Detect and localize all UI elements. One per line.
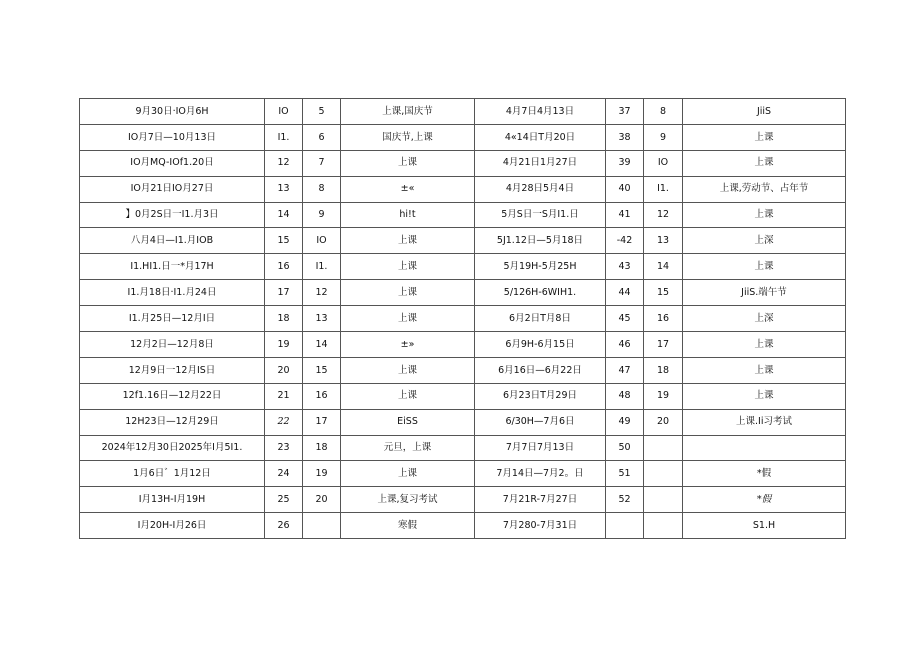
date-range-cell: 5月S日一S月I1.日 xyxy=(475,202,606,228)
week-number-cell: 51 xyxy=(606,461,644,487)
note-cell: 上课 xyxy=(683,124,846,150)
date-range-cell: 7月280-7月31日 xyxy=(475,513,606,539)
week-number-cell: 25 xyxy=(265,487,303,513)
note-cell: 上深 xyxy=(683,228,846,254)
week-number-cell: 13 xyxy=(265,176,303,202)
note-cell xyxy=(683,435,846,461)
date-range-cell: 9月30日·IO月6H xyxy=(80,99,265,125)
date-range-cell: I1.月18日·I1.月24日 xyxy=(80,280,265,306)
table-row xyxy=(80,487,846,513)
teaching-week-cell: IO xyxy=(303,228,341,254)
table-row xyxy=(80,461,846,487)
note-cell: 上课 xyxy=(341,228,475,254)
date-range-cell: 2024年12月30日2025年I月5I1. xyxy=(80,435,265,461)
note-cell: 上课 xyxy=(341,306,475,332)
week-number-cell: 44 xyxy=(606,280,644,306)
note-cell: *假 xyxy=(683,461,846,487)
week-number-cell: IO xyxy=(265,99,303,125)
date-range-cell: 6/30H—7月6日 xyxy=(475,409,606,435)
note-cell: 上课 xyxy=(683,332,846,358)
week-number-cell: 46 xyxy=(606,332,644,358)
teaching-week-cell: IO xyxy=(644,150,683,176)
teaching-week-cell: 13 xyxy=(303,306,341,332)
note-cell: 上课 xyxy=(341,383,475,409)
date-range-cell: 4«14日T月20日 xyxy=(475,124,606,150)
week-number-cell: 17 xyxy=(265,280,303,306)
teaching-week-cell: 15 xyxy=(644,280,683,306)
teaching-week-cell: 17 xyxy=(644,332,683,358)
note-cell: 元旦，上课 xyxy=(341,435,475,461)
table-row xyxy=(80,409,846,435)
date-range-cell: 4月28日5月4日 xyxy=(475,176,606,202)
note-cell: 上课 xyxy=(683,254,846,280)
note-cell: 上课,劳动节、占年节 xyxy=(683,176,846,202)
date-range-cell: I1.月25日—12月I日 xyxy=(80,306,265,332)
note-cell: ±» xyxy=(341,332,475,358)
teaching-week-cell: 12 xyxy=(644,202,683,228)
table-row xyxy=(80,202,846,228)
note-cell: JiiS xyxy=(683,99,846,125)
date-range-cell: 4月7日4月13日 xyxy=(475,99,606,125)
teaching-week-cell: 7 xyxy=(303,150,341,176)
date-range-cell: 6月23日T月29日 xyxy=(475,383,606,409)
week-number-cell: I1. xyxy=(265,124,303,150)
teaching-week-cell: 12 xyxy=(303,280,341,306)
teaching-week-cell: 14 xyxy=(644,254,683,280)
note-cell: 上课 xyxy=(683,383,846,409)
note-cell: 上课 xyxy=(683,150,846,176)
week-number-cell: 20 xyxy=(265,357,303,383)
table-row xyxy=(80,124,846,150)
teaching-week-cell xyxy=(644,435,683,461)
teaching-week-cell: 8 xyxy=(303,176,341,202)
date-range-cell: 6月9H-6月15日 xyxy=(475,332,606,358)
week-number-cell: 50 xyxy=(606,435,644,461)
note-cell: JiiS.端午节 xyxy=(683,280,846,306)
week-number-cell: 21 xyxy=(265,383,303,409)
teaching-week-cell xyxy=(644,513,683,539)
note-cell: 上课 xyxy=(341,280,475,306)
teaching-week-cell xyxy=(644,461,683,487)
date-range-cell: 7月21R-7月27日 xyxy=(475,487,606,513)
date-range-cell: 5J1.12日—5月18日 xyxy=(475,228,606,254)
date-range-cell: 1月6日゛1月12日 xyxy=(80,461,265,487)
date-range-cell: 5月19H-5月25H xyxy=(475,254,606,280)
note-cell: hi!t xyxy=(341,202,475,228)
week-number-cell: 26 xyxy=(265,513,303,539)
teaching-week-cell: 20 xyxy=(303,487,341,513)
week-number-cell: 14 xyxy=(265,202,303,228)
teaching-week-cell: I1. xyxy=(303,254,341,280)
date-range-cell: 6月16日—6月22日 xyxy=(475,357,606,383)
week-number-cell: 47 xyxy=(606,357,644,383)
week-number-cell: 15 xyxy=(265,228,303,254)
week-number-cell: 48 xyxy=(606,383,644,409)
teaching-week-cell: 13 xyxy=(644,228,683,254)
note-cell: 上课 xyxy=(341,150,475,176)
week-number-cell: 37 xyxy=(606,99,644,125)
teaching-week-cell: 8 xyxy=(644,99,683,125)
date-range-cell: 12月9日一12月IS日 xyxy=(80,357,265,383)
week-number-cell: 39 xyxy=(606,150,644,176)
date-range-cell: I月20H-I月26日 xyxy=(80,513,265,539)
week-number-cell: 19 xyxy=(265,332,303,358)
note-cell: ±« xyxy=(341,176,475,202)
date-range-cell: 7月7日7月13日 xyxy=(475,435,606,461)
table-row xyxy=(80,513,846,539)
date-range-cell: 12月2日—12月8日 xyxy=(80,332,265,358)
table-row xyxy=(80,254,846,280)
note-cell: *假 xyxy=(683,487,846,513)
note-cell: EiSS xyxy=(341,409,475,435)
week-number-cell: 43 xyxy=(606,254,644,280)
date-range-cell: IO月21日IO月27日 xyxy=(80,176,265,202)
week-number-cell: 18 xyxy=(265,306,303,332)
week-number-cell: 49 xyxy=(606,409,644,435)
date-range-cell: IO月7日—10月13日 xyxy=(80,124,265,150)
teaching-week-cell: 16 xyxy=(644,306,683,332)
teaching-week-cell: 18 xyxy=(303,435,341,461)
note-cell: S1.H xyxy=(683,513,846,539)
teaching-week-cell: 17 xyxy=(303,409,341,435)
date-range-cell: 6月2日T月8日 xyxy=(475,306,606,332)
note-cell: 上课,复习考试 xyxy=(341,487,475,513)
note-cell: 上课 xyxy=(341,461,475,487)
teaching-week-cell: 9 xyxy=(303,202,341,228)
teaching-week-cell xyxy=(303,513,341,539)
table-row xyxy=(80,228,846,254)
semester-schedule-table xyxy=(79,98,846,539)
teaching-week-cell: 14 xyxy=(303,332,341,358)
week-number-cell xyxy=(606,513,644,539)
teaching-week-cell: 19 xyxy=(303,461,341,487)
week-number-cell: 38 xyxy=(606,124,644,150)
teaching-week-cell xyxy=(644,487,683,513)
teaching-week-cell: 15 xyxy=(303,357,341,383)
week-number-cell: 45 xyxy=(606,306,644,332)
week-number-cell: 24 xyxy=(265,461,303,487)
table-row xyxy=(80,306,846,332)
note-cell: 上课 xyxy=(341,254,475,280)
date-range-cell: 】0月2S日一I1.月3日 xyxy=(80,202,265,228)
note-cell: 上课 xyxy=(683,357,846,383)
note-cell: 国庆节,上课 xyxy=(341,124,475,150)
table-row xyxy=(80,280,846,306)
table-row xyxy=(80,435,846,461)
teaching-week-cell: 18 xyxy=(644,357,683,383)
week-number-cell: 40 xyxy=(606,176,644,202)
week-number-cell: 22 xyxy=(265,409,303,435)
table-row xyxy=(80,357,846,383)
teaching-week-cell: 6 xyxy=(303,124,341,150)
teaching-week-cell: 5 xyxy=(303,99,341,125)
schedule-body xyxy=(80,99,846,539)
date-range-cell: 12f1.16日—12月22日 xyxy=(80,383,265,409)
date-range-cell: 5/126H-6WIH1. xyxy=(475,280,606,306)
week-number-cell: 52 xyxy=(606,487,644,513)
note-cell: 上课.Ii习考试 xyxy=(683,409,846,435)
week-number-cell: 12 xyxy=(265,150,303,176)
teaching-week-cell: 19 xyxy=(644,383,683,409)
note-cell: 上课 xyxy=(341,357,475,383)
note-cell: 上深 xyxy=(683,306,846,332)
note-cell: 寒假 xyxy=(341,513,475,539)
date-range-cell: 八月4日—I1.月IOB xyxy=(80,228,265,254)
teaching-week-cell: I1. xyxy=(644,176,683,202)
table-row xyxy=(80,176,846,202)
note-cell: 上课 xyxy=(683,202,846,228)
teaching-week-cell: 9 xyxy=(644,124,683,150)
week-number-cell: -42 xyxy=(606,228,644,254)
table-row xyxy=(80,332,846,358)
table-row xyxy=(80,99,846,125)
date-range-cell: 4月21日1月27日 xyxy=(475,150,606,176)
date-range-cell: 7月14日—7月2。日 xyxy=(475,461,606,487)
table-row xyxy=(80,150,846,176)
week-number-cell: 41 xyxy=(606,202,644,228)
date-range-cell: IO月MQ-IOf1.20日 xyxy=(80,150,265,176)
note-cell: 上课,国庆节 xyxy=(341,99,475,125)
date-range-cell: I月13H-I月19H xyxy=(80,487,265,513)
week-number-cell: 23 xyxy=(265,435,303,461)
date-range-cell: I1.HI1.日一*月17H xyxy=(80,254,265,280)
teaching-week-cell: 20 xyxy=(644,409,683,435)
date-range-cell: 12H23日—12月29日 xyxy=(80,409,265,435)
table-row xyxy=(80,383,846,409)
teaching-week-cell: 16 xyxy=(303,383,341,409)
week-number-cell: 16 xyxy=(265,254,303,280)
